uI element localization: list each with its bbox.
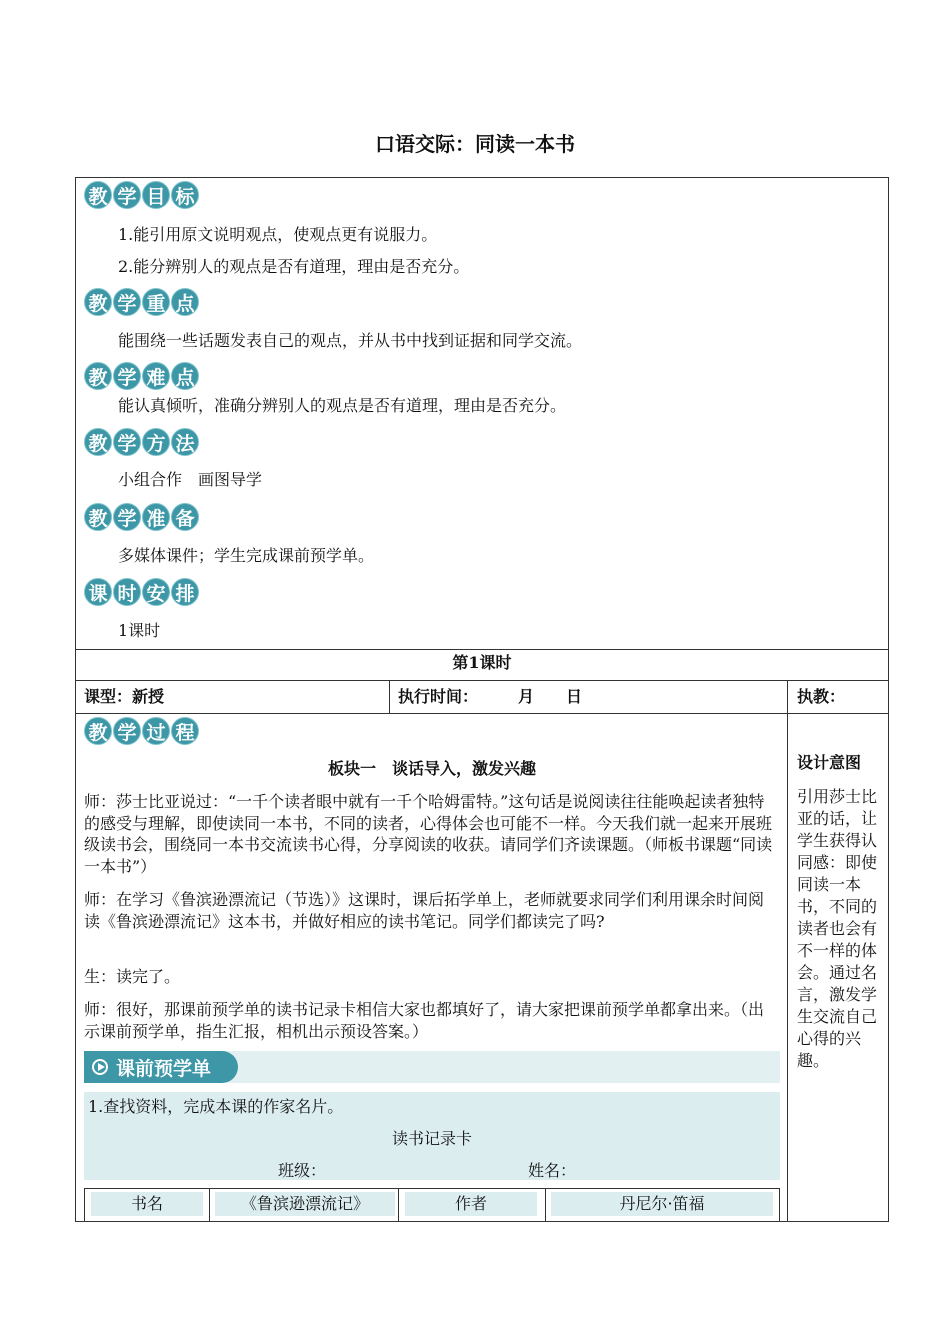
badge-teaching-preparation: 教 学 准 备 <box>84 501 199 533</box>
section-title: 板块一 谈话导入，激发兴趣 <box>327 759 536 778</box>
difficult-point-text: 能认真倾听，准确分辨别人的观点是否有道理，理由是否充分。 <box>118 396 567 415</box>
cell-book-value: 《鲁滨逊漂流记》 <box>215 1192 395 1216</box>
cell-separator <box>398 1189 399 1221</box>
badge-difficult-points: 教 学 难 点 <box>84 360 199 392</box>
cell-separator <box>209 1189 210 1221</box>
badge-char: 教 <box>84 181 112 209</box>
name-label: 姓名： <box>528 1161 577 1180</box>
divider <box>75 713 889 714</box>
badge-teaching-process: 教 学 过 程 <box>84 715 199 747</box>
badge-teaching-goals: 教 学 目 标 <box>84 179 199 211</box>
page-title: 口语交际：同读一本书 <box>375 132 575 156</box>
goal-item: 1.能引用原文说明观点，使观点更有说服力。 <box>118 225 438 244</box>
divider <box>75 649 889 650</box>
badge-key-points: 教 学 重 点 <box>84 286 199 318</box>
lesson-paragraph: 生：读完了。 <box>84 967 181 986</box>
method-text: 小组合作 画图导学 <box>118 470 263 489</box>
badge-teaching-method: 教 学 方 法 <box>84 426 199 458</box>
cell-book-label: 书名 <box>91 1192 203 1216</box>
prepare-text: 多媒体课件；学生完成课前预学单。 <box>118 546 375 565</box>
cell-author-label: 作者 <box>405 1192 537 1216</box>
execution-time: 执行时间： 月 日 <box>398 687 583 706</box>
preview-tag <box>84 1051 238 1083</box>
preview-bar <box>84 1051 780 1083</box>
preview-tag-label: 课前预学单 <box>116 1057 212 1080</box>
card-title: 读书记录卡 <box>391 1129 472 1148</box>
cell-author-value: 丹尼尔·笛福 <box>551 1192 773 1216</box>
divider <box>75 680 889 681</box>
divider <box>389 680 390 713</box>
lesson-paragraph: 师：很好，那课前预学单的读书记录卡相信大家也都填好了，请大家把课前预学单都拿出来。（出示课前预学单，指生汇报，相机出示预设答案。） <box>84 1000 765 1041</box>
design-intent-text: 引用莎士比亚的话，让学生获得认同感：即使同读一本书，不同的读者也会有不一样的体会。通过名言，激发学生交流自己心得的兴趣。 <box>797 787 878 1070</box>
lesson-paragraph: 师：莎士比亚说过：“一千个读者眼中就有一千个哈姆雷特。”这句话是说阅读往往能唤起读者独特的感受与理解，即使读同一本书，不同的读者，心得体会也可能不一样。今天我们就一起来开展班级读书会，围绕同一本书交流读书心得，分享阅读的收获。请同学们齐读课题。（师板书课题“同读一本书”） <box>84 792 773 876</box>
teacher-label: 执教： <box>797 687 846 706</box>
cell-separator <box>545 1189 546 1221</box>
goal-item: 2.能分辨别人的观点是否有道理，理由是否充分。 <box>118 257 470 276</box>
play-icon <box>92 1059 108 1075</box>
class-label: 班级： <box>278 1161 327 1180</box>
lesson-paragraph: 师：在学习《鲁滨逊漂流记（节选）》这课时，课后拓学单上，老师就要求同学们利用课余时间阅读《鲁滨逊漂流记》这本书，并做好相应的读书笔记。同学们都读完了吗? <box>84 890 765 931</box>
course-type: 课型：新授 <box>84 687 165 706</box>
lesson-header: 第1课时 <box>452 653 512 672</box>
divider <box>787 680 788 1222</box>
schedule-text: 1课时 <box>118 621 161 640</box>
design-intent-heading: 设计意图 <box>797 753 862 772</box>
key-point-text: 能围绕一些话题发表自己的观点，并从书中找到证据和同学交流。 <box>118 331 583 350</box>
preview-task: 1.查找资料，完成本课的作家名片。 <box>88 1097 344 1116</box>
badge-schedule: 课 时 安 排 <box>84 576 199 608</box>
book-record-table <box>84 1188 780 1222</box>
